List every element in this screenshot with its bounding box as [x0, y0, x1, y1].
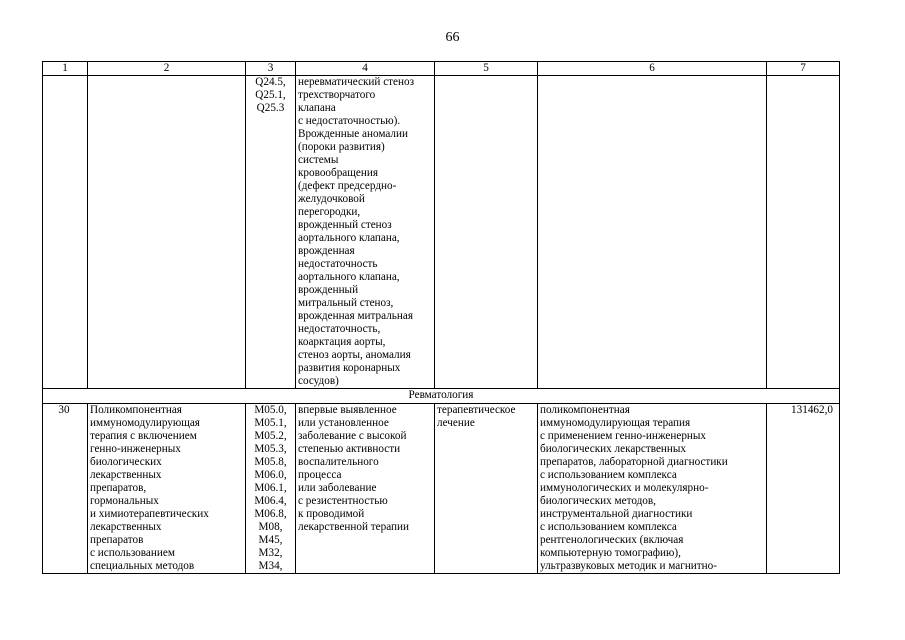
icd-codes-cell: M05.0, M05.1, M05.2, M05.3, M05.8, M06.0, M06.1, M06.4, M06.8, M08, M45, M32, M34, — [246, 404, 296, 574]
treatment-type-cell: терапевтическое лечение — [435, 404, 538, 574]
table-row-30 — [43, 404, 840, 574]
column-number: 1 — [43, 62, 88, 76]
patient-model-cell: неревматический стеноз трехстворчатого клапана с недостаточностью). Врожденные аномалии (пороки развития) системы кровообращения (дефект предсердно- желудочковой перегородки, врожденный стеноз аортального клапана, врожденная недостаточность аортального клапана, врожденный митральный стеноз, врожденная митральная недостаточность, коарктация аорты, стеноз аорты, аномалия развития коронарных сосудов) — [296, 76, 435, 389]
row-number-cell — [43, 76, 88, 389]
column-number: 6 — [538, 62, 767, 76]
column-number: 3 — [246, 62, 296, 76]
table-row-continued — [43, 76, 840, 389]
patient-model-cell: впервые выявленное или установленное заболевание с высокой степенью активности воспалительного процесса или заболевание с резистентностью к проводимой лекарственной терапии — [296, 404, 435, 574]
medical-care-table — [42, 61, 840, 574]
icd-codes-cell: Q24.5, Q25.1, Q25.3 — [246, 76, 296, 389]
cost-cell: 131462,0 — [767, 404, 840, 574]
column-number: 2 — [88, 62, 246, 76]
column-number: 5 — [435, 62, 538, 76]
page-number: 66 — [445, 30, 460, 45]
section-row — [43, 389, 840, 404]
treatment-method-cell — [538, 76, 767, 389]
column-number: 4 — [296, 62, 435, 76]
column-number: 7 — [767, 62, 840, 76]
cost-cell — [767, 76, 840, 389]
row-number-cell: 30 — [43, 404, 88, 574]
treatment-type-cell — [435, 76, 538, 389]
care-name-cell: Поликомпонентная иммуномодулирующая терапия с включением генно-инженерных биологических лекарственных препаратов, гормональных и химиотерапевтических лекарственных препаратов с использованием специальных методов — [88, 404, 246, 574]
treatment-method-cell: поликомпонентная иммуномодулирующая терапия с применением генно-инженерных биологических лекарственных препаратов, лабораторной диагностики с использованием комплекса иммунологических и молекулярно- биологических методов, инструментальной диагностики с использованием комплекса рентгенологических (включая компьютерную томографию), ультразвуковых методик и магнитно- — [538, 404, 767, 574]
section-title: Ревматология — [43, 389, 840, 404]
care-name-cell — [88, 76, 246, 389]
column-number-row — [43, 62, 840, 76]
